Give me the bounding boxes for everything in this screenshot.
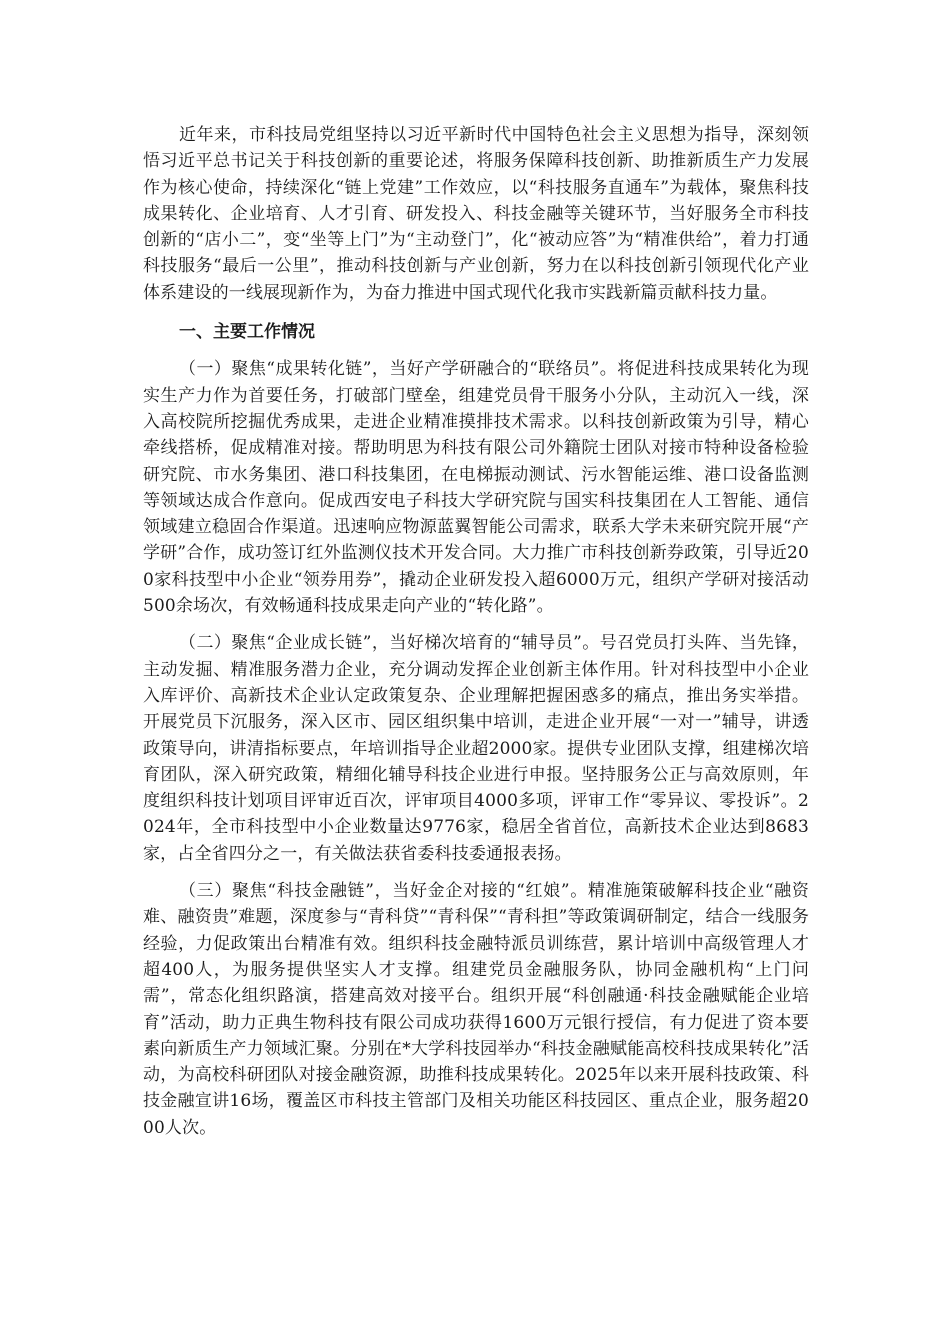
document-page — [143, 122, 809, 1141]
section-heading-main-work: 一、主要工作情况 — [179, 322, 315, 343]
intro-paragraph: 近年来，市科技局党组坚持以习近平新时代中国特色社会主义思想为指导，深刻领悟习近平总书记关于科技创新的重要论述，将服务保障科技创新、助推新质生产力发展作为核心使命，持续深化“链上党建”工作效应，以“科技服务直通车”为载体，聚焦科技成果转化、企业培育、人才引育、研发投入、科技金融等关键环节，当好服务全市科技创新的“店小二”，变“坐等上门”为“主动登门”，化“被动应答”为“精准供给”，着力打通科技服务“最后一公里”，推动科技创新与产业创新，努力在以科技创新引领现代化产业体系建设的一线展现新作为，为奋力推进中国式现代化我市实践新篇贡献科技力量。 — [143, 125, 809, 303]
section-paragraph-achievement-transfer: （一）聚焦“成果转化链”，当好产学研融合的“联络员”。将促进科技成果转化为现实生产力作为首要任务，打破部门壁垒，组建党员骨干服务小分队，主动沉入一线，深入高校院所挖掘优秀成果，走进企业精准摸排技术需求。以科技创新政策为引导，精心牵线搭桥，促成精准对接。帮助明思为科技有限公司外籍院士团队对接市特种设备检验研究院、市水务集团、港口科技集团，在电梯振动测试、污水智能运维、港口设备监测等领域达成合作意向。促成西安电子科技大学研究院与国实科技集团在人工智能、通信领域建立稳固合作渠道。迅速响应物源蓝翼智能公司需求，联系大学未来研究院开展“产学研”合作，成功签订红外监测仪技术开发合同。大力推广市科技创新券政策，引导近200家科技型中小企业“领券用券”，撬动企业研发投入超6000万元，组织产学研对接活动500余场次，有效畅通科技成果走向产业的“转化路”。 — [143, 359, 809, 617]
section-paragraph-enterprise-growth: （二）聚焦“企业成长链”，当好梯次培育的“辅导员”。号召党员打头阵、当先锋，主动发掘、精准服务潜力企业，充分调动发挥企业创新主体作用。针对科技型中小企业入库评价、高新技术企业认定政策复杂、企业理解把握困惑多的痛点，推出务实举措。开展党员下沉服务，深入区市、园区组织集中培训，走进企业开展“一对一”辅导，讲透政策导向，讲清指标要点，年培训指导企业超2000家。提供专业团队支撑，组建梯次培育团队，深入研究政策，精细化辅导科技企业进行申报。坚持服务公正与高效原则，年度组织科技计划项目评审近百次，评审项目4000多项，评审工作“零异议、零投诉”。2024年，全市科技型中小企业数量达9776家，稳居全省首位，高新技术企业达到8683家，占全省四分之一，有关做法获省委科技委通报表扬。 — [143, 633, 809, 864]
section-paragraph-tech-finance: （三）聚焦“科技金融链”，当好金企对接的“红娘”。精准施策破解科技企业“融资难、融资贵”难题，深度参与“青科贷”“青科保”“青科担”等政策调研制定，结合一线服务经验，力促政策出台精准有效。组织科技金融特派员训练营，累计培训中高级管理人才超400人，为服务提供坚实人才支撑。组建党员金融服务队，协同金融机构“上门问需”，常态化组织路演，搭建高效对接平台。组织开展“科创融通·科技金融赋能企业培育”活动，助力正典生物科技有限公司成功获得1600万元银行授信，有力促进了资本要素向新质生产力领域汇聚。分别在*大学科技园举办“科技金融赋能高校科技成果转化”活动，为高校科研团队对接金融资源，助推科技成果转化。2025年以来开展科技政策、科技金融宣讲16场，覆盖区市科技主管部门及相关功能区科技园区、重点企业，服务超2000人次。 — [143, 881, 809, 1138]
